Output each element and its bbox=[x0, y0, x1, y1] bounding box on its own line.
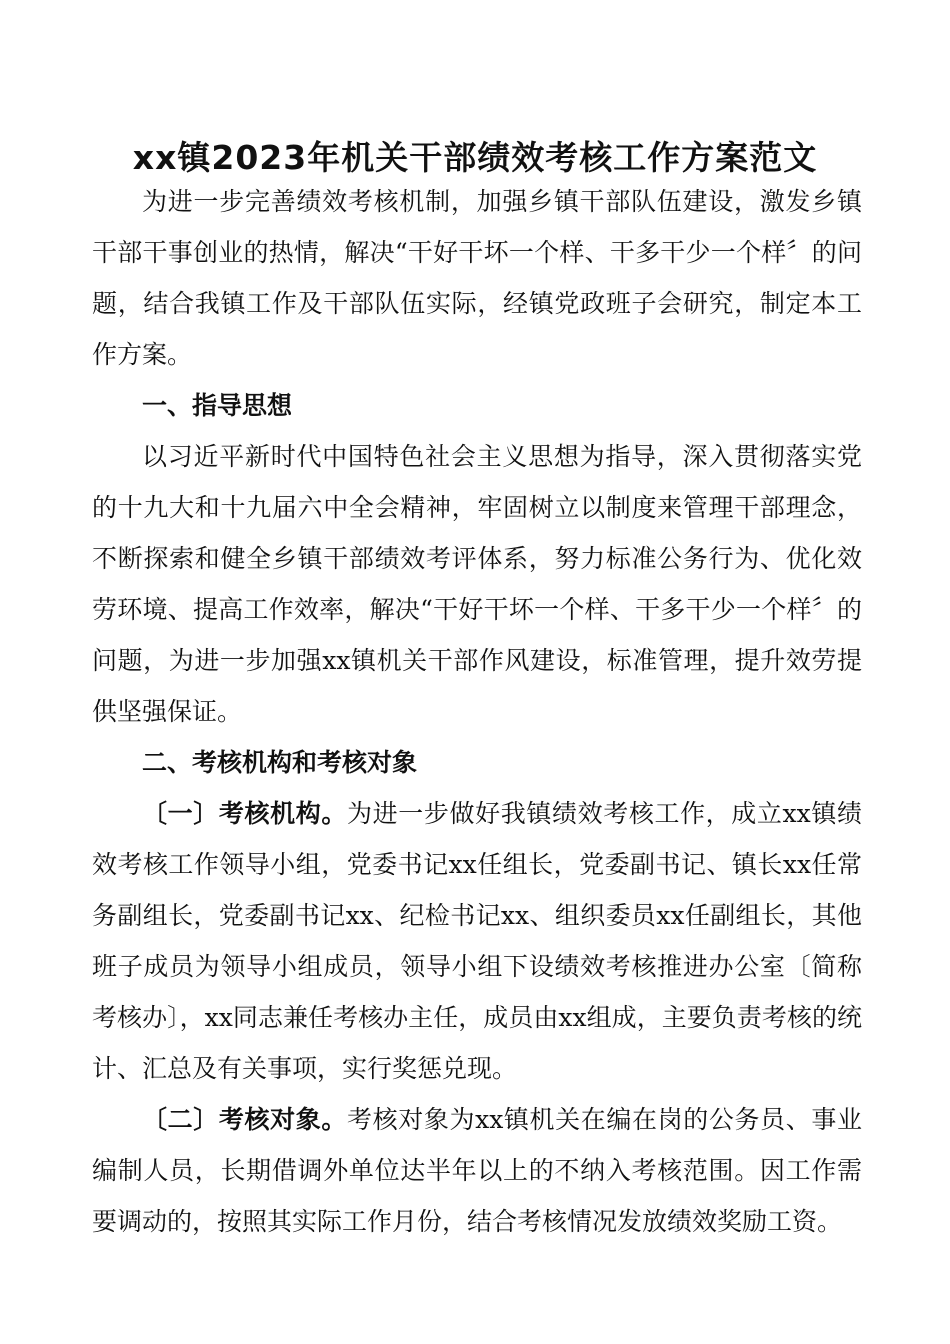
section-heading-guiding-ideology: 一、指导思想 bbox=[142, 391, 293, 420]
assessment-organization-lead: 〔一〕考核机构。 bbox=[142, 799, 347, 828]
assessment-organization-paragraph bbox=[92, 788, 862, 1094]
assessment-target-paragraph bbox=[92, 1094, 862, 1247]
document-body bbox=[92, 176, 862, 1247]
assessment-target-text: 考核对象为xx镇机关在编在岗的公务员、事业编制人员，长期借调外单位达半年以上的不纳入考核范围。因工作需要调动的，按照其实际工作月份，结合考核情况发放绩效奖励工资。 bbox=[92, 1105, 862, 1236]
document-title: xx镇2023年机关干部绩效考核工作方案范文 bbox=[132, 138, 818, 178]
guiding-ideology-paragraph: 以习近平新时代中国特色社会主义思想为指导，深入贯彻落实党的十九大和十九届六中全会精神，牢固树立以制度来管理干部理念，不断探索和健全乡镇干部绩效考评体系，努力标准公务行为、优化效劳环境、提高工作效率，解决“干好干坏一个样、干多干少一个样〞的问题，为进一步加强xx镇机关干部作风建设，标准管理，提升效劳提供坚强保证。 bbox=[92, 442, 862, 726]
assessment-organization-text: 为进一步做好我镇绩效考核工作，成立xx镇绩效考核工作领导小组，党委书记xx任组长，党委副书记、镇长xx任常务副组长，党委副书记xx、纪检书记xx、组织委员xx任副组长，其他班子成员为领导小组成员，领导小组下设绩效考核推进办公室〔简称考核办〕，xx同志兼任考核办主任，成员由xx组成，主要负责考核的统计、汇总及有关事项，实行奖惩兑现。 bbox=[92, 799, 862, 1083]
intro-paragraph: 为进一步完善绩效考核机制，加强乡镇干部队伍建设，激发乡镇干部干事创业的热情，解决“干好干坏一个样、干多干少一个样〞的问题，结合我镇工作及干部队伍实际，经镇党政班子会研究，制定本工作方案。 bbox=[92, 187, 862, 369]
assessment-target-lead: 〔二〕考核对象。 bbox=[142, 1105, 347, 1134]
section-heading-assessment-body: 二、考核机构和考核对象 bbox=[142, 748, 418, 777]
